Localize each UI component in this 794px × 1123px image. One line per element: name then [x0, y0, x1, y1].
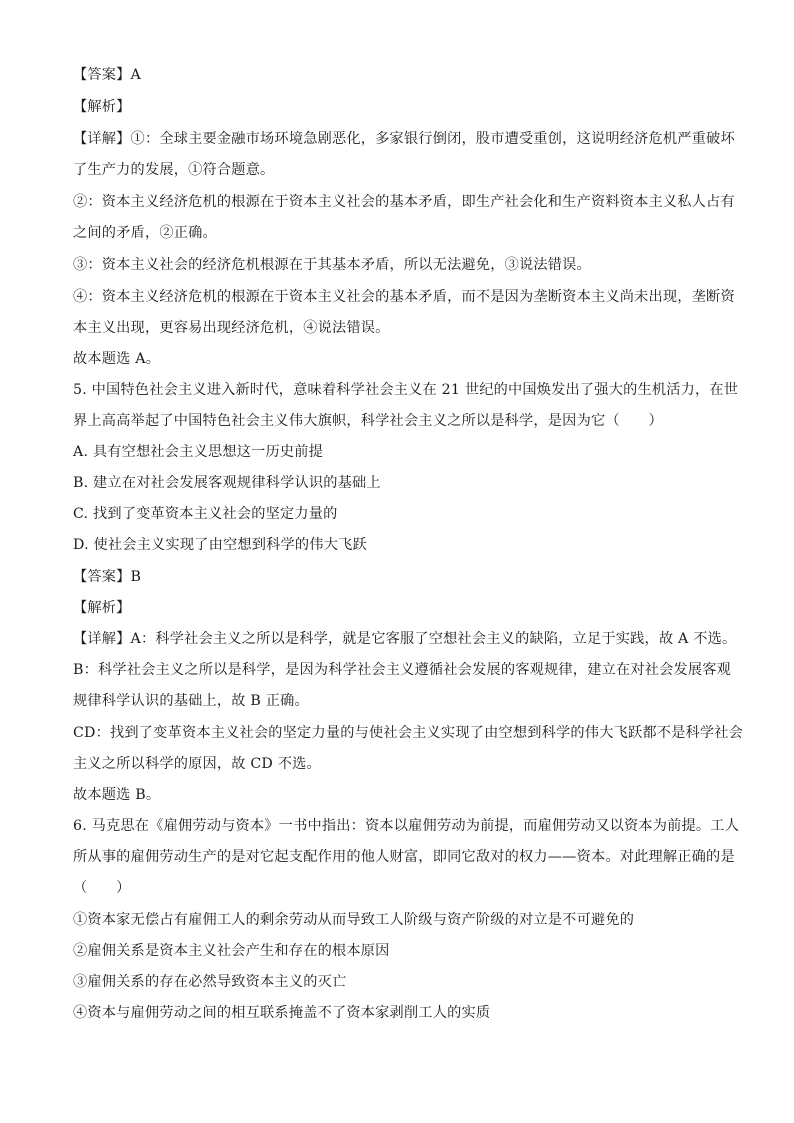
question-5-stem: 界上高高举起了中国特色社会主义伟大旗帜，科学社会主义之所以是科学，是因为它（ ）	[73, 413, 663, 429]
question-6-stem: 6. 马克思在《雇佣劳动与资本》一书中指出：资本以雇佣劳动为前提，而雇佣劳动又以资本为前提。工人	[73, 818, 740, 834]
detail-line: 规律科学认识的基础上，故 B 正确。	[73, 693, 309, 709]
option-d: D. 使社会主义实现了由空想到科学的伟大飞跃	[73, 537, 367, 553]
answer-label-q5: 【答案】B	[73, 569, 142, 585]
analysis-label-q4: 【解析】	[73, 99, 131, 115]
answer-label-q4: 【答案】A	[73, 67, 141, 83]
detail-line: 之间的矛盾，②正确。	[73, 225, 217, 241]
detail-line: CD：找到了变革资本主义社会的坚定力量的与使社会主义实现了由空想到科学的伟大飞跃都不是科学社会	[73, 725, 744, 741]
conclusion-line: 故本题选 A。	[73, 351, 161, 367]
option-c: C. 找到了变革资本主义社会的坚定力量的	[73, 506, 338, 522]
question-6-blank: （ ）	[73, 880, 131, 896]
question-6-stem: 所从事的雇佣劳动生产的是对它起支配作用的他人财富，即同它敌对的权力——资本。对此理解正确的是	[73, 849, 735, 865]
question-5-stem: 5. 中国特色社会主义进入新时代，意味着科学社会主义在 21 世纪的中国焕发出了强大的生机活力，在世	[73, 382, 739, 398]
option-b: B. 建立在对社会发展客观规律科学认识的基础上	[73, 475, 381, 491]
detail-line: B：科学社会主义之所以是科学，是因为科学社会主义遵循社会发展的客观规律，建立在对社会发展客观	[73, 662, 732, 678]
detail-line: ②：资本主义经济危机的根源在于资本主义社会的基本矛盾，即生产社会化和生产资料资本主义私人占有	[73, 194, 735, 210]
conclusion-line: 故本题选 B。	[73, 787, 161, 803]
detail-line: 主义之所以科学的原因，故 CD 不选。	[73, 756, 321, 772]
option-a: A. 具有空想社会主义思想这一历史前提	[73, 444, 324, 460]
statement-1: ①资本家无偿占有雇佣工人的剩余劳动从而导致工人阶级与资产阶级的对立是不可避免的	[73, 912, 635, 928]
detail-line: 本主义出现，更容易出现经济危机，④说法错误。	[73, 320, 390, 336]
detail-line: 了生产力的发展，①符合题意。	[73, 162, 275, 178]
statement-2: ②雇佣关系是资本主义社会产生和存在的根本原因	[73, 943, 390, 959]
statement-4: ④资本与雇佣劳动之间的相互联系掩盖不了资本家剥削工人的实质	[73, 1005, 491, 1021]
analysis-label-q5: 【解析】	[73, 600, 131, 616]
detail-line: 【详解】A：科学社会主义之所以是科学，就是它客服了空想社会主义的缺陷，立足于实践，故 A 不选。	[73, 631, 737, 647]
detail-line: ③：资本主义社会的经济危机根源在于其基本矛盾，所以无法避免，③说法错误。	[73, 257, 591, 273]
detail-line: 【详解】①：全球主要金融市场环境急剧恶化，多家银行倒闭，股市遭受重创，这说明经济危机严重破坏	[73, 131, 735, 147]
statement-3: ③雇佣关系的存在必然导致资本主义的灭亡	[73, 974, 347, 990]
detail-line: ④：资本主义经济危机的根源在于资本主义社会的基本矛盾，而不是因为垄断资本主义尚未出现，垄断资	[73, 289, 735, 305]
